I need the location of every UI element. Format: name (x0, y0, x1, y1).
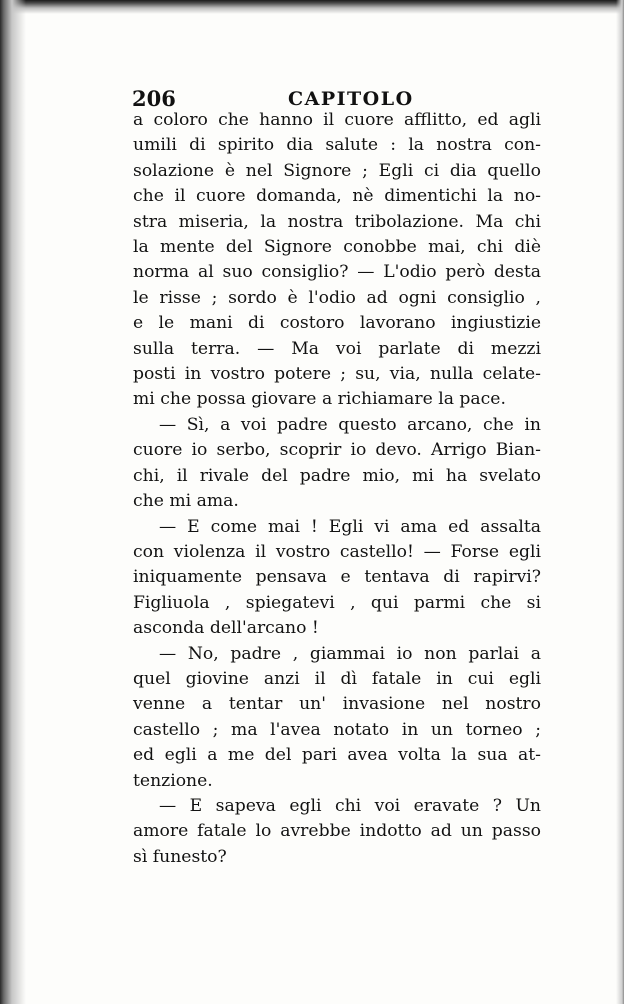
page-number: 206 (132, 86, 176, 111)
text-line: ed egli a me del pari avea volta la sua at- (133, 745, 541, 766)
page-right-edge (616, 0, 624, 1004)
text-line: Figliuola , spiegatevi , qui parmi che si (133, 592, 541, 613)
text-line: stra miseria, la nostra tribolazione. Ma chi (133, 211, 541, 232)
text-line: con violenza il vostro castello! — Forse egli (133, 541, 541, 562)
text-line: quel giovine anzi il dì fatale in cui egli (133, 668, 541, 689)
text-line: umili di spirito dia salute : la nostra con- (133, 135, 541, 156)
text-line: sulla terra. — Ma voi parlate di mezzi (133, 338, 541, 359)
text-line: e le mani di costoro lavorano ingiustizie (133, 313, 541, 334)
text-line: posti in vostro potere ; su, via, nulla celate- (133, 364, 541, 385)
body-text (133, 108, 541, 870)
text-line: a coloro che hanno il cuore afflitto, ed agli (133, 110, 541, 130)
text-line: norma al suo consiglio? — L'odio però desta (133, 262, 541, 283)
text-line: mi che possa giovare a richiamare la pace. (133, 389, 506, 410)
page-top-shadow (0, 0, 624, 14)
text-line: — E come mai ! Egli vi ama ed assalta (159, 516, 541, 537)
text-line: che mi ama. (133, 491, 239, 512)
text-line: che il cuore domanda, nè dimentichi la no- (133, 186, 541, 207)
text-line: — E sapeva egli chi voi eravate ? Un (159, 795, 541, 816)
running-title: CAPITOLO (288, 88, 414, 110)
text-line: — No, padre , giammai io non parlai a (159, 643, 541, 664)
text-line: iniquamente pensava e tentava di rapirvi? (133, 567, 541, 588)
text-line: sì funesto? (133, 846, 227, 867)
text-line: tenzione. (133, 770, 213, 791)
text-line: asconda dell'arcano ! (133, 618, 319, 639)
text-line: le risse ; sordo è l'odio ad ogni consiglio , (133, 287, 541, 308)
text-line: cuore io serbo, scoprir io devo. Arrigo Bian- (133, 440, 541, 461)
text-line: la mente del Signore conobbe mai, chi diè (133, 237, 541, 258)
text-line: amore fatale lo avrebbe indotto ad un passo (133, 821, 541, 842)
text-line: castello ; ma l'avea notato in un torneo ; (133, 719, 541, 740)
text-line: — Sì, a voi padre questo arcano, che in (159, 414, 541, 435)
text-line: solazione è nel Signore ; Egli ci dia quello (133, 160, 541, 181)
text-line: chi, il rivale del padre mio, mi ha svelato (133, 465, 541, 486)
page-binding-shadow (0, 0, 26, 1004)
text-line: venne a tentar un' invasione nel nostro (133, 694, 541, 715)
